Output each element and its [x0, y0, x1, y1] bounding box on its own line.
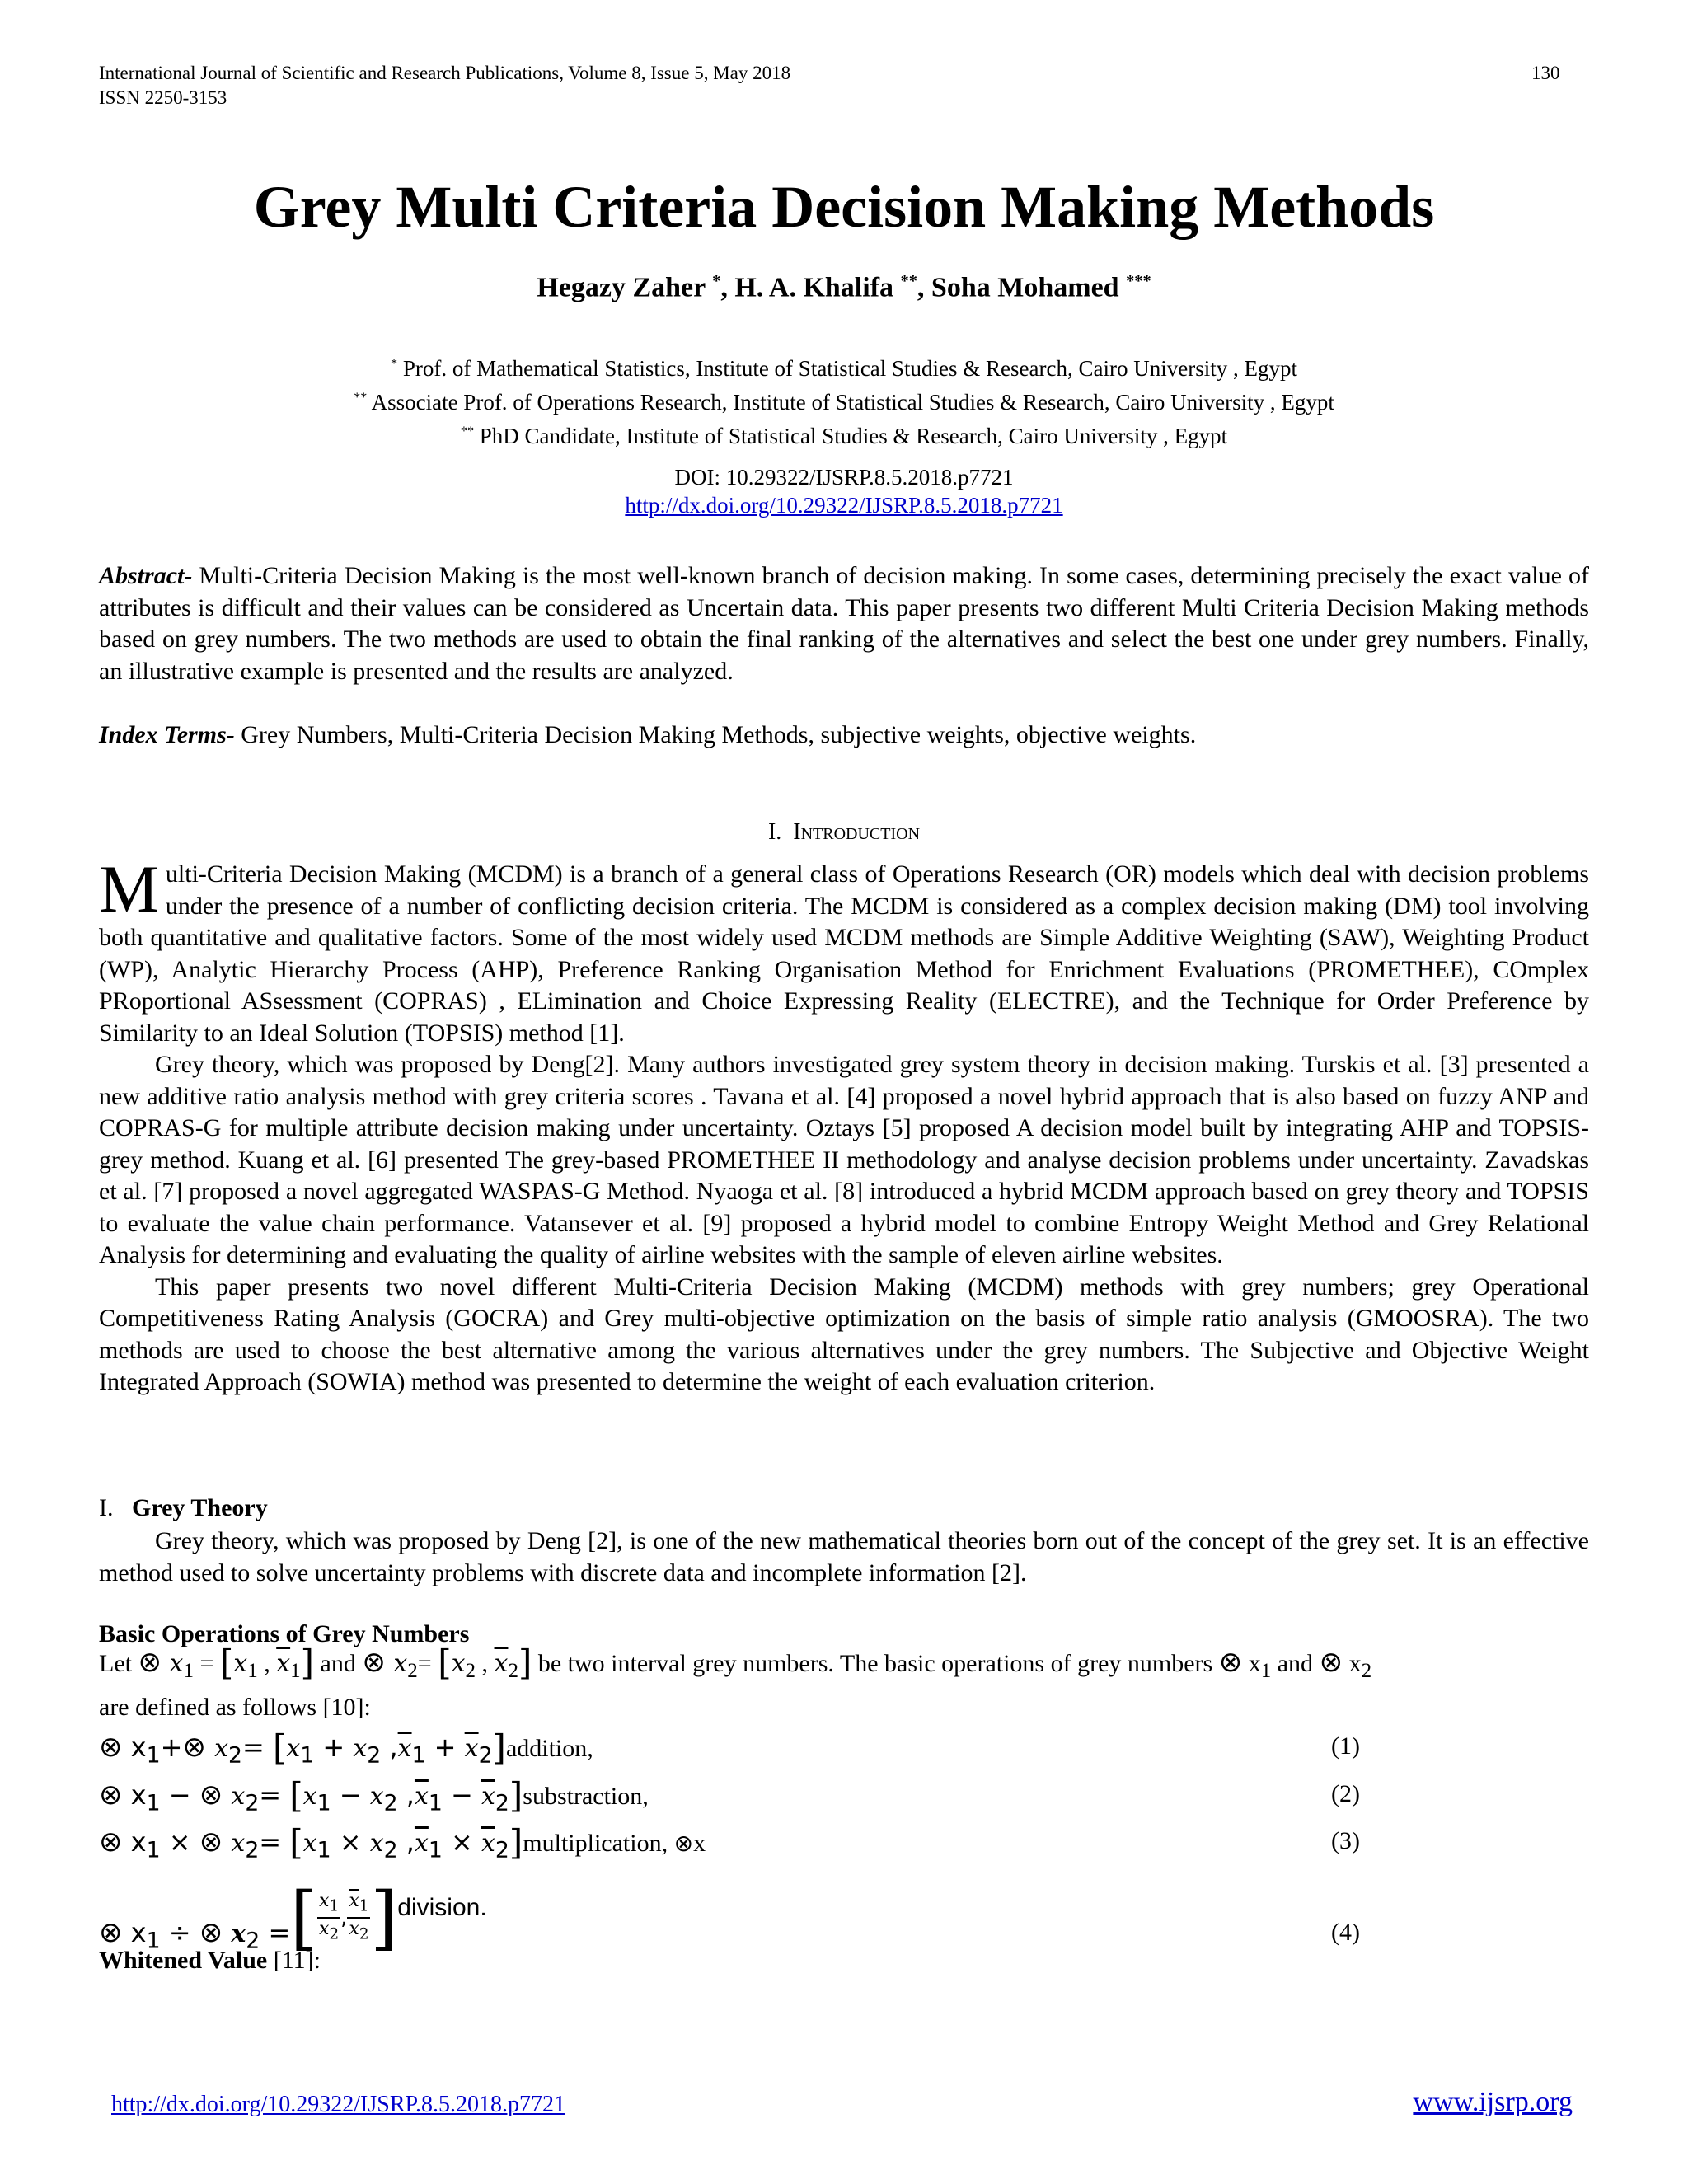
paper-title: Grey Multi Criteria Decision Making Methods	[253, 174, 1435, 240]
grey-otimes-icon: ⊗	[138, 1646, 162, 1679]
equation-1-number: (1)	[1331, 1732, 1360, 1760]
author-1: Hegazy Zaher	[537, 272, 713, 303]
journal-header: International Journal of Scientific and Research Publications, Volume 8, Issue 5, May 2018	[99, 63, 791, 83]
grey-otimes-icon: ⊗	[362, 1646, 386, 1679]
equation-2	[99, 1775, 1360, 1816]
index-terms-text: Grey Numbers, Multi-Criteria Decision Making Methods, subjective weights, objective weights.	[234, 721, 1197, 748]
issn: ISSN 2250-3153	[99, 87, 227, 108]
whitened-label: Whitened Value	[99, 1947, 268, 1974]
grey-otimes-icon: ⊗	[673, 1830, 694, 1857]
equation-4-label: division.	[397, 1894, 487, 1921]
defined-text: are defined as follows [10]:	[99, 1694, 371, 1721]
equation-3-tail: x	[693, 1830, 706, 1857]
affiliation-text: PhD Candidate, Institute of Statistical Studies & Research, Cairo University , Egypt	[474, 424, 1228, 448]
grey-theory-body	[99, 1526, 1589, 1589]
equation-3-formula: ⊗ $x_1$ × ⊗ $x_2= [x_1 \times x_2$ $,\overline{x}_1 \times \overline{x}_2$]	[99, 1822, 523, 1863]
and-text: and	[320, 1650, 356, 1677]
affiliation-mark: **	[354, 390, 368, 405]
introduction-body	[99, 851, 1589, 1399]
footer-site-link[interactable]: www.ijsrp.org	[1413, 2087, 1573, 2117]
abstract-text: Multi-Criteria Decision Making is the most well-known branch of decision making. In some cases, determining precisely the exact value of attributes is difficult and their values can be considered as Uncertain data. This paper presents two different Multi Criteria Decision Making methods based on grey numbers. The two methods are used to obtain the final ranking of the alternatives and select the best one under grey numbers. Finally, an illustrative example is presented and the results are analyzed.	[99, 562, 1589, 685]
let-text: Let	[99, 1650, 132, 1677]
affiliation	[0, 349, 1688, 383]
doi-block	[0, 463, 1688, 519]
grey-otimes-icon: ⊗	[1218, 1646, 1243, 1679]
equation-1-formula: ⊗ $x_1+\otimes$ $x_2= [x_1 + x_2$ $,\overline{x}_1 + \overline{x}_2$]	[99, 1727, 506, 1769]
intro-paragraph-3: This paper presents two novel different Multi-Criteria Decision Making (MCDM) methods with grey numbers; grey Operational Competitiveness Rating Analysis (GOCRA) and Grey multi-objective optimization on the basis of simple ratio analysis (GMOOSRA). The two methods are used to choose the best alternative among the various alternatives under the grey numbers. The Subjective and Objective Weight Integrated Approach (SOWIA) method was presented to determine the weight of each evaluation criterion.	[99, 1272, 1589, 1395]
abstract-label: Abstract-	[99, 562, 193, 589]
equation-2-number: (2)	[1331, 1780, 1360, 1807]
author-2-mark: **	[900, 272, 917, 290]
page-number: 130	[1531, 63, 1560, 83]
section-heading-introduction	[0, 819, 1688, 846]
section-title: Introduction	[793, 819, 921, 845]
doi-label: DOI: 10.29322/IJSRP.8.5.2018.p7721	[674, 465, 1014, 490]
affiliation-text: Prof. of Mathematical Statistics, Institute of Statistical Studies & Research, Cairo University , Egypt	[397, 356, 1297, 381]
affiliations	[0, 349, 1688, 451]
index-terms-label: Index Terms-	[99, 721, 235, 748]
abstract	[99, 560, 1589, 687]
authors	[0, 272, 1688, 303]
equation-3-number: (3)	[1331, 1827, 1360, 1854]
index-terms	[99, 719, 1589, 752]
intro-paragraph-2: Grey theory, which was proposed by Deng[2]. Many authors investigated grey system theory in decision making. Turskis et al. [3] presented a new additive ratio analysis method with grey criteria scores . Tavana et al. [4] proposed a novel hybrid approach that is also based on fuzzy ANP and COPRAS-G for multiple attribute decision making under uncertainty. Oztays [5] proposed A decision model built by integrating AHP and TOPSIS-grey method. Kuang et al. [6] presented The grey-based PROMETHEE II methodology and analyse decision problems under uncertainty. Zavadskas et al. [7] proposed a novel aggregated WASPAS-G Method. Nyaoga et al. [8] introduced a hybrid MCDM approach based on grey theory and TOPSIS to evaluate the value chain performance. Vatansever et al. [9] proposed a hybrid model to combine Entropy Weight Method and Grey Relational Analysis for determining and evaluating the quality of airline websites with the sample of eleven airline websites.	[99, 1051, 1589, 1268]
intro-text-1: ulti-Criteria Decision Making (MCDM) is a branch of a general class of Operations Research (OR) models which deal with decision problems under the presence of a number of conflicting decision criteria. The MCDM is considered as a complex decision making (DM) tool involving both quantitative and qualitative factors. Some of the most widely used MCDM methods are Simple Additive Weighting (SAW), Weighting Product (WP), Analytic Hierarchy Process (AHP), Preference Ranking Organisation Method for Enrichment Evaluations (PROMETHEE), COmplex PRoportional ASsessment (COPRAS) , ELimination and Choice Expressing Reality (ELECTRE), and the Technique for Order Preference by Similarity to an Ideal Solution (TOPSIS) method [1].	[99, 860, 1589, 1047]
equation-4	[99, 1877, 1360, 1958]
equation-3-label: multiplication,	[523, 1830, 668, 1857]
basic-operations-intro: Let ⊗ $x_1 = [x_1$ , $\overline{x}_1$] and ⊗ $x_2= [x_2$ , $\overline{x}_2$] be two interval grey numbers. The basic operations of grey numbers ⊗ $x_1$ and ⊗ $x_2$	[99, 1643, 1372, 1683]
equation-1-label: addition,	[505, 1735, 593, 1762]
be-two-text: be two interval grey numbers. The basic operations of grey numbers	[537, 1650, 1213, 1677]
affiliation	[0, 383, 1688, 417]
equation-4-formula: ⊗ $x_1$ ÷ ⊗ $x_2$ = [ $\frac{x_1}{\overline{x}_2}$ , $\frac{\overline{x}_1}{x_2}$ ] division.	[99, 1877, 487, 1958]
section-number: I.	[99, 1494, 114, 1521]
whitened-value	[99, 1947, 321, 1975]
affiliation-mark: *	[391, 356, 398, 371]
author-3-mark: ***	[1126, 272, 1151, 290]
whitened-ref: [11]:	[267, 1947, 321, 1974]
section-number: I.	[767, 819, 782, 845]
drop-cap: M	[99, 851, 159, 926]
equation-3	[99, 1822, 1360, 1863]
doi-link[interactable]: http://dx.doi.org/10.29322/IJSRP.8.5.2018.p7721	[625, 493, 1063, 518]
grey-otimes-icon: ⊗	[1319, 1646, 1343, 1679]
affiliation-mark: **	[460, 424, 475, 438]
intro-paragraph-1	[99, 851, 1589, 1049]
equation-1	[99, 1727, 1360, 1769]
section-title: Grey Theory	[132, 1494, 268, 1521]
basic-operations-heading: Basic Operations of Grey Numbers	[99, 1620, 470, 1647]
affiliation	[0, 417, 1688, 451]
grey-theory-paragraph: Grey theory, which was proposed by Deng [2], is one of the new mathematical theories born out of the concept of the grey set. It is an effective method used to solve uncertainty problems with discrete data and incomplete information [2].	[99, 1527, 1589, 1586]
equation-2-label: substraction,	[523, 1783, 649, 1810]
section-heading-grey-theory	[99, 1494, 268, 1522]
footer-doi-link[interactable]: http://dx.doi.org/10.29322/IJSRP.8.5.2018.p7721	[111, 2092, 565, 2117]
and-text: and	[1277, 1650, 1314, 1677]
equation-2-formula: ⊗ $x_1$ − ⊗ $x_2= [x_1 - x_2$ $,\overline{x}_1 - \overline{x}_2$]	[99, 1775, 523, 1816]
equation-4-number: (4)	[1331, 1919, 1360, 1946]
author-3: , Soha Mohamed	[917, 272, 1127, 303]
author-2: , H. A. Khalifa	[720, 272, 901, 303]
affiliation-text: Associate Prof. of Operations Research, Institute of Statistical Studies & Research, Cairo University , Egypt	[367, 390, 1334, 415]
author-1-mark: *	[712, 272, 721, 290]
